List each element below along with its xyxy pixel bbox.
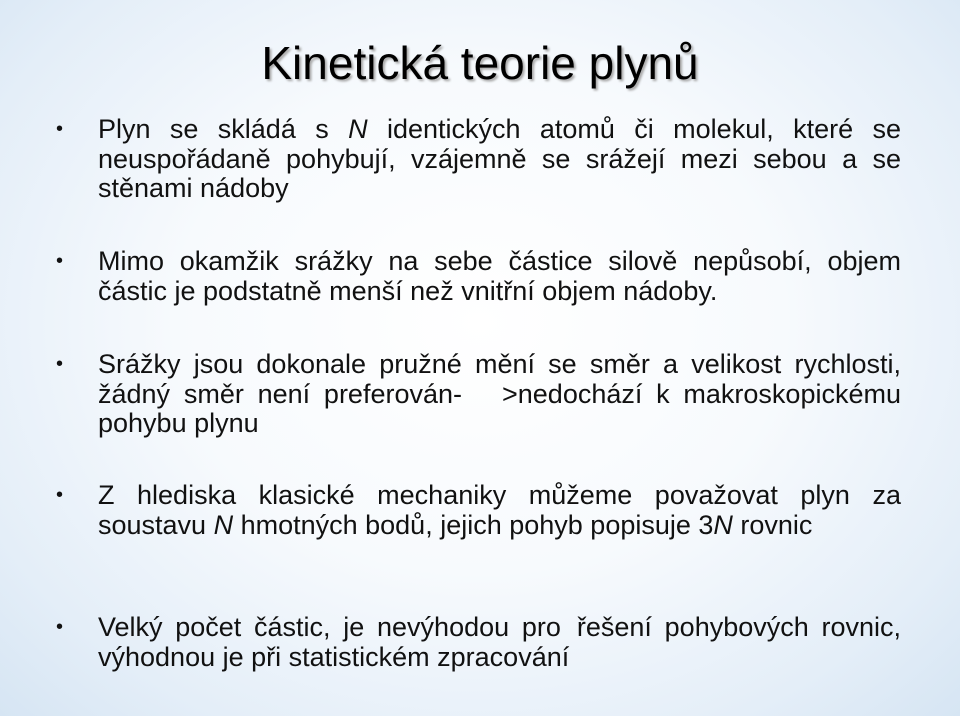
bullet-item-1: [56, 115, 901, 204]
bullet-dot-icon: •: [56, 484, 64, 506]
bullet-dot-icon: •: [56, 616, 64, 638]
bullet-text-4: [98, 481, 901, 540]
bullet-4-text-end: rovnic: [732, 509, 813, 540]
bullet-3-text-start: Srážky jsou dokonale pružné mění se směr a velikost rychlosti, žádný směr není preferován-: [98, 349, 901, 409]
bullet-1-text-start: Plyn se skládá s: [98, 114, 349, 144]
bullet-5-text-start: Velký počet částic, je nevýhodou pro: [98, 612, 561, 642]
slide-title: Kinetická teorie plynů: [261, 37, 699, 89]
bullet-1-text-end: identických atomů či molekul, které se neuspořádaně pohybují, vzájemně se srážejí mezi sebou a se stěnami nádoby: [98, 114, 901, 203]
bullet-text-3: [98, 350, 901, 439]
variable-n: N: [348, 114, 368, 144]
variable-n: N: [213, 509, 234, 540]
bullet-item-2: [56, 247, 901, 306]
bullet-4-text-middle: hmotných bodů, jejich pohyb popisuje 3: [233, 509, 714, 540]
bullet-3-text-end: >nedochází k makroskopickému pohybu plynu: [98, 378, 901, 438]
bullet-dot-icon: •: [56, 118, 64, 140]
bullet-4-text-start: Z hlediska klasické mechaniky můžeme považovat plyn za soustavu: [98, 480, 901, 540]
bullet-item-5: [56, 613, 901, 672]
variable-n: N: [713, 509, 733, 540]
bullet-text-5: [98, 613, 901, 672]
bullet-text-1: [98, 115, 901, 204]
bullet-item-3: [56, 350, 901, 439]
bullet-5-text-end: řešení pohybových rovnic, výhodnou je při statistickém zpracování: [98, 612, 902, 672]
bullet-dot-icon: •: [56, 353, 64, 375]
bullet-dot-icon: •: [56, 250, 64, 272]
bullet-text-2: Mimo okamžik srážky na sebe částice silově nepůsobí, objem částic je podstatně menší než vnitřní objem nádoby.: [98, 246, 901, 306]
bullet-item-4: [56, 481, 901, 540]
